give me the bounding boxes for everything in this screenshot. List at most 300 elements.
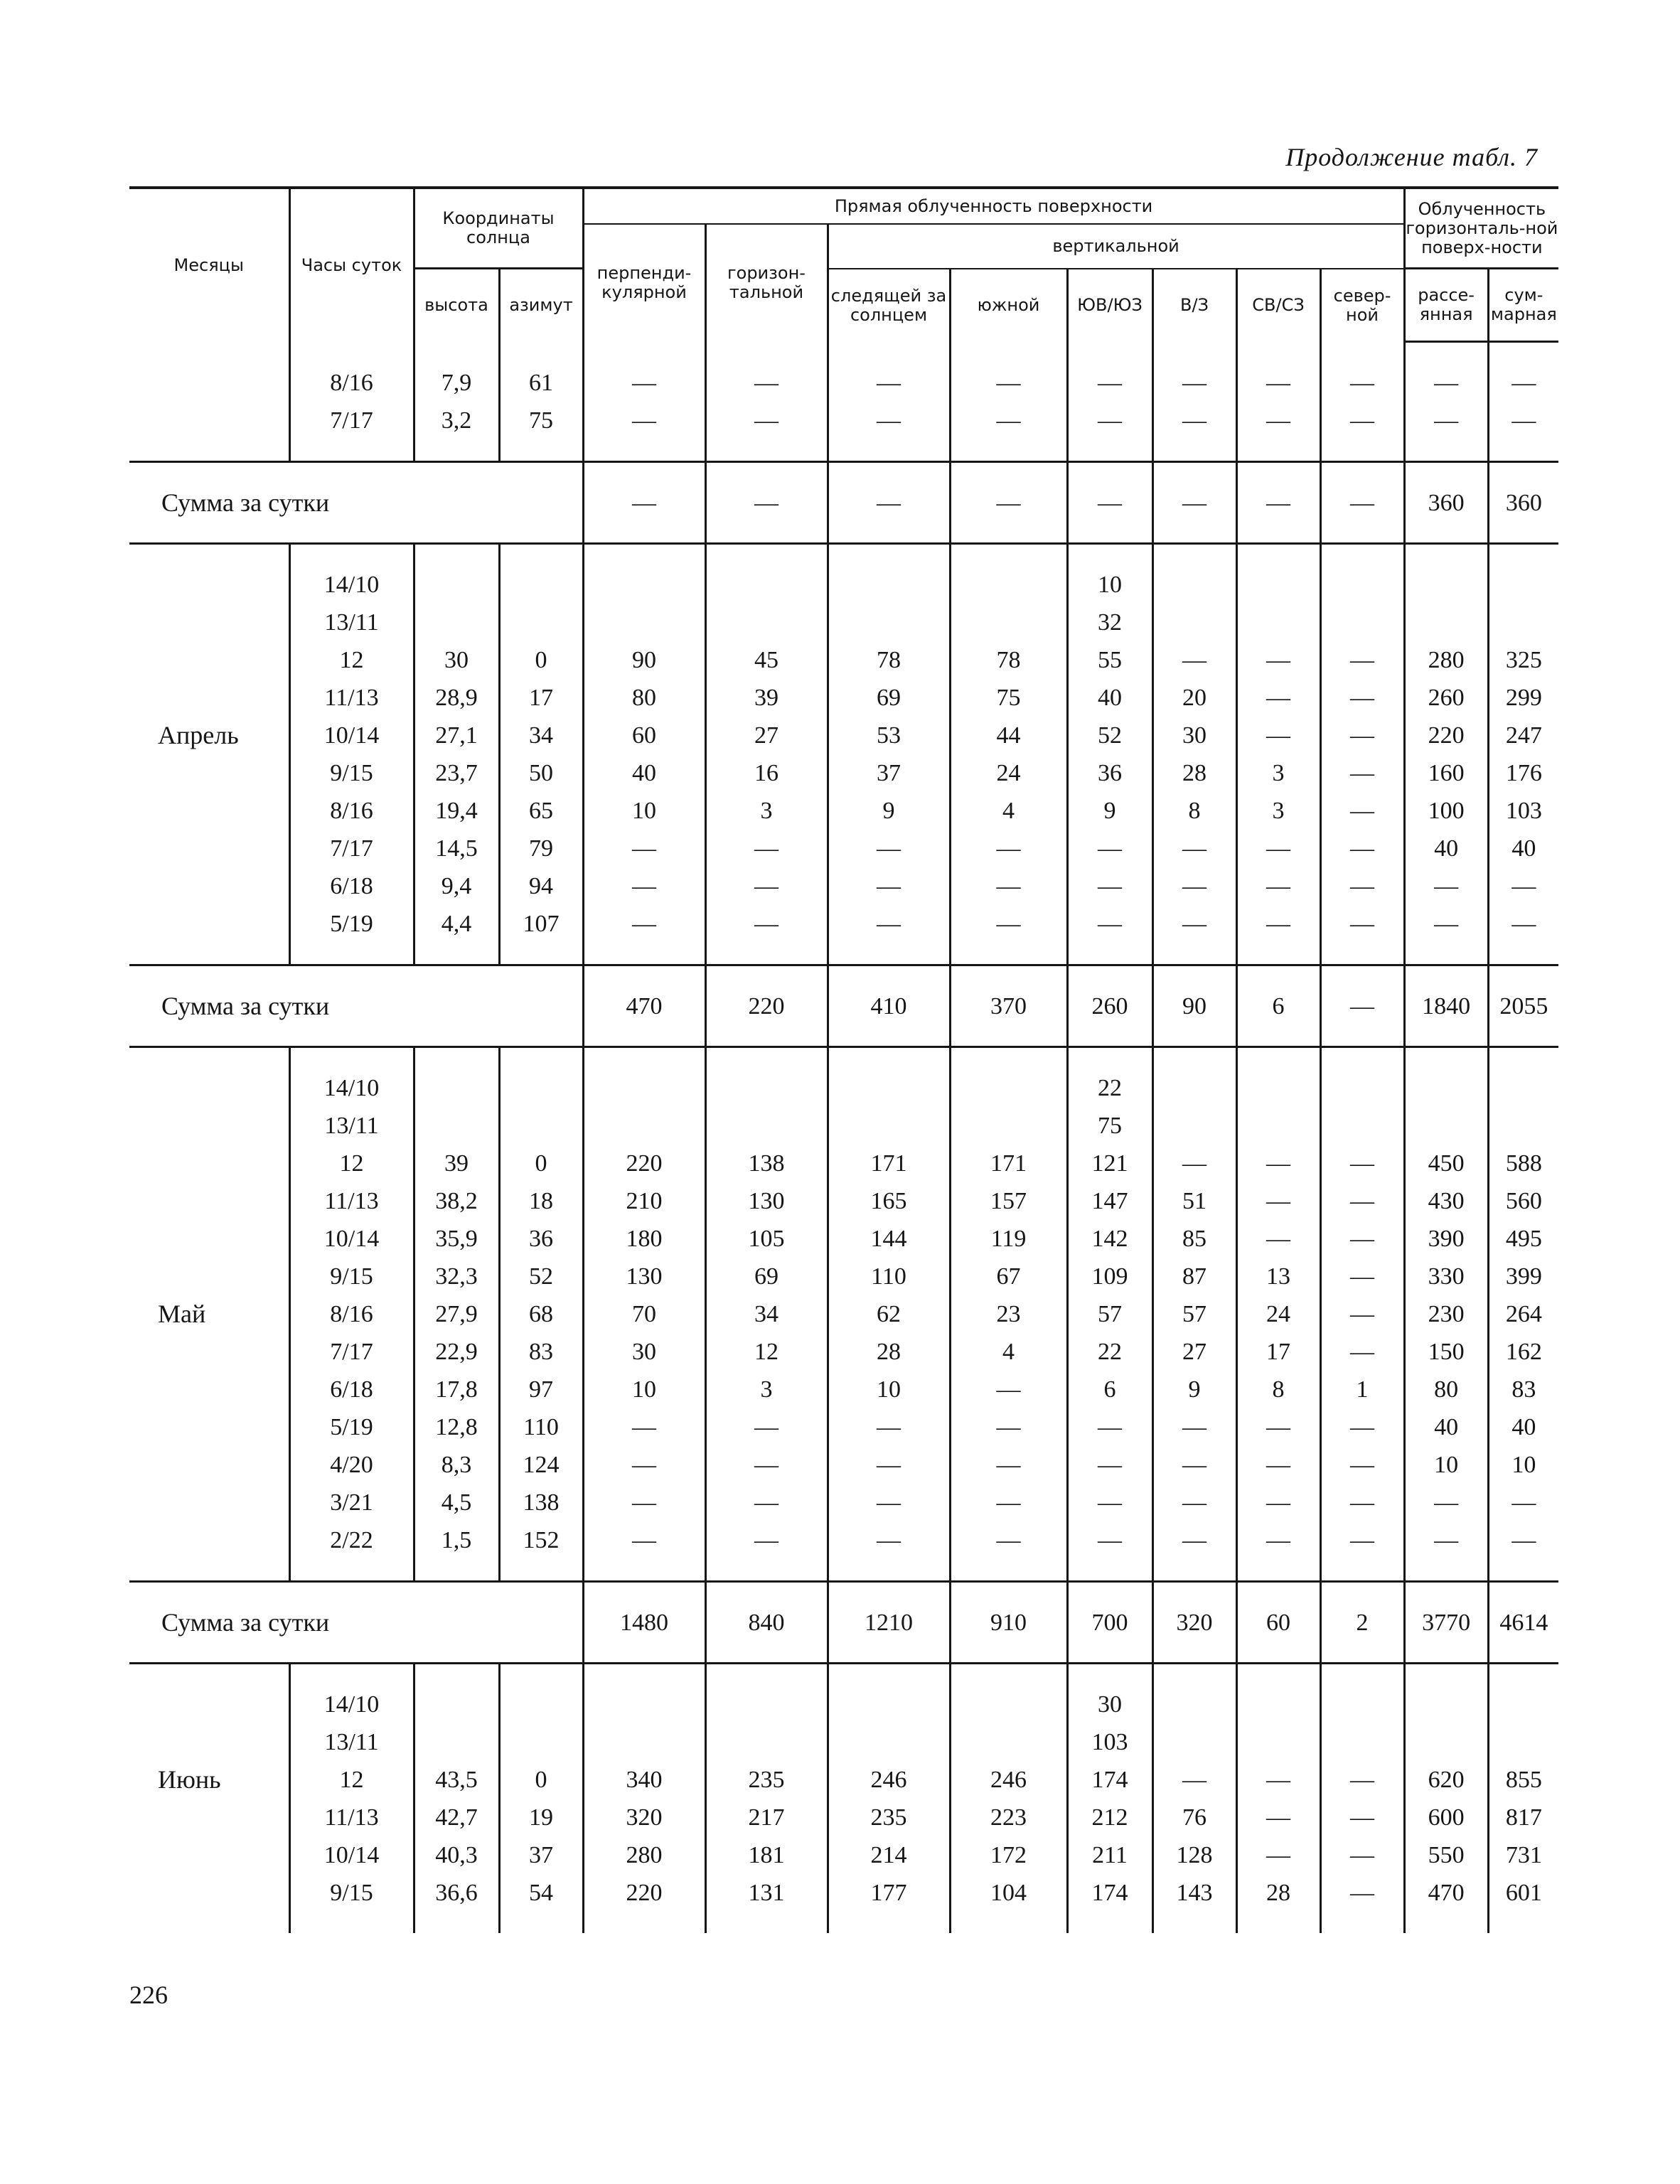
table-cell: 37 [828,754,950,792]
table-cell: 9 [1067,792,1152,830]
table-cell: 79 [499,830,583,867]
table-cell: 143 [1152,1874,1236,1912]
table-row [129,792,1558,830]
table-cell: 28 [1236,1874,1320,1912]
table-cell [1320,1069,1404,1107]
table-cell [1320,1723,1404,1761]
empty-cell [1488,1912,1558,1933]
table-cell [499,566,583,604]
empty-cell [499,1912,583,1933]
table-cell [1236,1107,1320,1145]
table-cell: 76 [1152,1799,1236,1836]
table-cell: — [828,1408,950,1446]
table-cell: 70 [583,1295,705,1333]
daily-sum-value: 90 [1152,965,1236,1047]
empty-cell [289,943,414,965]
empty-cell [583,943,705,965]
empty-cell [1236,439,1320,462]
empty-cell [1320,342,1404,365]
empty-cell [1236,1912,1320,1933]
table-cell: — [1488,1521,1558,1559]
table-cell: — [1404,1484,1488,1521]
empty-cell [950,1559,1067,1582]
empty-cell [499,1664,583,1686]
table-cell: 330 [1404,1258,1488,1295]
table-cell: — [1152,1446,1236,1484]
empty-cell [705,342,828,365]
table-cell: 13 [1236,1258,1320,1295]
table-cell: — [1236,402,1320,439]
table-cell: — [1320,1295,1404,1333]
table-cell: 103 [1488,792,1558,830]
daily-sum-value: 840 [705,1582,828,1664]
daily-sum-value: 6 [1236,965,1320,1047]
table-cell: 24 [950,754,1067,792]
table-cell: — [828,1484,950,1521]
empty-cell [499,439,583,462]
table-cell: — [705,364,828,402]
empty-cell [129,1182,289,1220]
empty-cell [414,1912,499,1933]
empty-cell [705,1664,828,1686]
table-cell: — [828,830,950,867]
table-cell: — [1488,867,1558,905]
table-cell: 9/15 [289,1874,414,1912]
header-tracking: следящей за солнцем [828,269,950,342]
table-cell: 340 [583,1761,705,1799]
empty-cell [950,1047,1067,1070]
table-cell: — [583,867,705,905]
table-cell: 181 [705,1836,828,1874]
daily-sum-value: — [828,462,950,544]
table-cell: 280 [1404,641,1488,679]
table-cell: 17,8 [414,1371,499,1408]
table-cell: — [705,1484,828,1521]
table-cell: 210 [583,1182,705,1220]
table-row [129,830,1558,867]
daily-sum-value: — [1152,462,1236,544]
table-cell: 22,9 [414,1333,499,1371]
empty-cell [583,544,705,567]
daily-sum-value: 320 [1152,1582,1236,1664]
table-cell: — [1067,867,1152,905]
table-cell: — [1320,717,1404,754]
table-cell: — [1236,1836,1320,1874]
header-total: сум-марная [1488,269,1558,342]
daily-sum-value: 910 [950,1582,1067,1664]
table-cell: 8/16 [289,1295,414,1333]
table-cell [414,1686,499,1723]
empty-cell [129,544,289,567]
empty-cell [1488,1047,1558,1070]
table-cell: 10 [1404,1446,1488,1484]
table-cell: 17 [1236,1333,1320,1371]
empty-cell [499,544,583,567]
empty-cell [705,1047,828,1070]
table-cell: 601 [1488,1874,1558,1912]
table-cell: 32 [1067,604,1152,641]
table-cell: 10 [583,1371,705,1408]
table-cell: — [705,1408,828,1446]
table-cell: 87 [1152,1258,1236,1295]
table-cell: — [1320,867,1404,905]
table-cell: 14/10 [289,1686,414,1723]
empty-cell [499,1559,583,1582]
empty-cell [828,943,950,965]
empty-cell [583,1664,705,1686]
table-cell [583,566,705,604]
table-cell: 36,6 [414,1874,499,1912]
table-row [129,1333,1558,1371]
header-diffuse: рассе-янная [1404,269,1488,342]
table-cell: 3 [705,792,828,830]
table-cell: 450 [1404,1145,1488,1182]
table-cell: 7/17 [289,402,414,439]
table-cell: 10/14 [289,1836,414,1874]
table-cell [1152,1723,1236,1761]
table-cell: — [950,905,1067,943]
table-cell: 150 [1404,1333,1488,1371]
table-cell: 27 [705,717,828,754]
table-cell [705,604,828,641]
empty-cell [414,943,499,965]
empty-cell [289,342,414,365]
table-cell: 78 [828,641,950,679]
table-cell [1404,1107,1488,1145]
spacer-row [129,943,1558,965]
table-cell: — [583,402,705,439]
table-cell: — [1236,830,1320,867]
table-cell: — [1067,1408,1152,1446]
table-cell: 5/19 [289,1408,414,1446]
table-cell: 855 [1488,1761,1558,1799]
table-cell: 30 [1152,717,1236,754]
table-cell: — [950,867,1067,905]
month-label-may: Май [158,1300,206,1328]
table-cell: — [950,1408,1067,1446]
table-cell: 69 [828,679,950,717]
empty-cell [1152,439,1236,462]
empty-cell [129,867,289,905]
daily-sum-value: 410 [828,965,950,1047]
table-cell: — [828,402,950,439]
table-cell: 131 [705,1874,828,1912]
empty-cell [828,1664,950,1686]
table-cell: 470 [1404,1874,1488,1912]
table-cell: 40,3 [414,1836,499,1874]
header-height: высота [414,269,499,342]
table-cell: 9 [828,792,950,830]
table-cell: 3 [1236,754,1320,792]
empty-cell [705,1559,828,1582]
table-cell [1236,604,1320,641]
table-cell: — [1404,905,1488,943]
table-cell [828,1686,950,1723]
table-cell: 50 [499,754,583,792]
table-cell [828,604,950,641]
table-cell: 390 [1404,1220,1488,1258]
table-cell: 171 [950,1145,1067,1182]
empty-cell [705,1912,828,1933]
header-perpendicular: перпенди-кулярной [583,224,705,342]
empty-cell [1320,439,1404,462]
empty-cell [129,1446,289,1484]
table-cell: 80 [1404,1371,1488,1408]
table-cell: 177 [828,1874,950,1912]
table-cell: 104 [950,1874,1067,1912]
table-cell: 246 [950,1761,1067,1799]
table-cell: — [1236,1521,1320,1559]
empty-cell [1067,342,1152,365]
table-cell: 7/17 [289,1333,414,1371]
table-row [129,1484,1558,1521]
empty-cell [950,342,1067,365]
empty-cell [129,905,289,943]
header-south: южной [950,269,1067,342]
table-cell: — [1320,1446,1404,1484]
table-cell: 235 [705,1761,828,1799]
table-cell: 37 [499,1836,583,1874]
table-cell: — [1067,402,1152,439]
table-cell: — [1320,1182,1404,1220]
table-cell: 162 [1488,1333,1558,1371]
table-cell: — [950,1521,1067,1559]
table-cell: 52 [499,1258,583,1295]
table-row [129,1069,1558,1107]
empty-cell [289,439,414,462]
empty-cell [1236,1559,1320,1582]
table-cell [828,566,950,604]
table-cell: 53 [828,717,950,754]
table-cell [950,1069,1067,1107]
table-cell: — [1152,364,1236,402]
table-cell: 1,5 [414,1521,499,1559]
table-cell: 138 [705,1145,828,1182]
empty-cell [499,1047,583,1070]
table-row [129,641,1558,679]
daily-sum-value: — [1236,462,1320,544]
table-cell: 10/14 [289,717,414,754]
table-cell: — [1320,754,1404,792]
table-cell: 495 [1488,1220,1558,1258]
table-cell [1152,1107,1236,1145]
empty-cell [289,1912,414,1933]
empty-cell [289,1559,414,1582]
table-cell [1488,1069,1558,1107]
table-cell: — [1152,830,1236,867]
table-cell: — [950,402,1067,439]
table-cell: — [1152,905,1236,943]
table-cell [583,1686,705,1723]
header-vertical: вертикальной [828,224,1404,269]
table-cell: 22 [1067,1333,1152,1371]
table-row [129,402,1558,439]
table-cell: 10 [1488,1446,1558,1484]
daily-sum-value: 220 [705,965,828,1047]
table-cell: 172 [950,1836,1067,1874]
table-cell: 35,9 [414,1220,499,1258]
table-cell: 32,3 [414,1258,499,1295]
table-cell: 235 [828,1799,950,1836]
table-cell: 9/15 [289,754,414,792]
table-cell: 217 [705,1799,828,1836]
header-direct: Прямая облученность поверхности [583,188,1404,224]
daily-sum-row [129,462,1558,544]
table-cell [1152,566,1236,604]
header-horiz-irr: Облученность горизонталь-ной поверх-ности [1404,188,1558,269]
daily-sum-value: — [1320,462,1404,544]
header-horizontal: горизон-тальной [705,224,828,342]
table-cell: 11/13 [289,1182,414,1220]
empty-cell [1404,1912,1488,1933]
table-cell: 13/11 [289,604,414,641]
table-cell: 5/19 [289,905,414,943]
table-cell: 430 [1404,1182,1488,1220]
table-cell: 247 [1488,717,1558,754]
header-se-sw: ЮВ/ЮЗ [1067,269,1152,342]
table-cell: 27 [1152,1333,1236,1371]
table-cell: 0 [499,1145,583,1182]
header-ne-nw: СВ/СЗ [1236,269,1320,342]
header-e-w: В/З [1152,269,1236,342]
table-cell: 27,1 [414,717,499,754]
table-cell: 12,8 [414,1408,499,1446]
table-cell [1488,1686,1558,1723]
spacer-row [129,544,1558,567]
table-cell: — [705,905,828,943]
table-cell [828,1723,950,1761]
empty-cell [583,439,705,462]
table-cell: 40 [583,754,705,792]
table-cell: 75 [499,402,583,439]
table-cell: — [1152,1761,1236,1799]
empty-cell [705,943,828,965]
empty-cell [1152,1664,1236,1686]
table-cell: 138 [499,1484,583,1521]
empty-cell [1067,1912,1152,1933]
empty-cell [289,1664,414,1686]
table-cell: 9 [1152,1371,1236,1408]
table-cell [705,1107,828,1145]
table-cell [583,1069,705,1107]
table-row [129,754,1558,792]
empty-cell [950,439,1067,462]
empty-cell [1152,1912,1236,1933]
table-cell: 14,5 [414,830,499,867]
table-cell: 109 [1067,1258,1152,1295]
table-cell: 40 [1067,679,1152,717]
table-cell: — [1320,1258,1404,1295]
empty-cell [129,1371,289,1408]
table-cell: 20 [1152,679,1236,717]
empty-cell [1236,1664,1320,1686]
table-cell [1488,1723,1558,1761]
daily-sum-value: 470 [583,965,705,1047]
table-cell: — [1152,641,1236,679]
empty-cell [583,1912,705,1933]
empty-cell [129,1874,289,1912]
table-cell: 12 [289,641,414,679]
table-cell: 57 [1067,1295,1152,1333]
header-azimuth: азимут [499,269,583,342]
table-caption: Продолжение табл. 7 [1285,143,1538,171]
table-cell: 1 [1320,1371,1404,1408]
table-cell [1152,604,1236,641]
table-cell: — [1236,364,1320,402]
spacer-row [129,1559,1558,1582]
table-row [129,1371,1558,1408]
table-cell: 399 [1488,1258,1558,1295]
table-cell [950,1107,1067,1145]
table-cell: — [583,1484,705,1521]
table-cell: 43,5 [414,1761,499,1799]
daily-sum-value: 260 [1067,965,1152,1047]
table-cell [1320,604,1404,641]
empty-cell [1404,439,1488,462]
table-cell [499,1686,583,1723]
table-cell: 152 [499,1521,583,1559]
empty-cell [1067,544,1152,567]
daily-sum-label: Сумма за сутки [129,965,583,1047]
table-cell [1320,1686,1404,1723]
table-cell: — [1236,905,1320,943]
table-row [129,1836,1558,1874]
table-cell: 223 [950,1799,1067,1836]
table-cell: 144 [828,1220,950,1258]
month-label-april: Апрель [158,721,239,749]
empty-cell [129,566,289,604]
empty-cell [129,342,289,365]
table-cell [414,1069,499,1107]
table-cell: — [950,1484,1067,1521]
empty-cell [828,544,950,567]
table-cell: 4,4 [414,905,499,943]
table-cell: 83 [1488,1371,1558,1408]
table-cell: 85 [1152,1220,1236,1258]
table-cell: — [950,364,1067,402]
empty-cell [1404,943,1488,965]
empty-cell [1152,342,1236,365]
table-cell: 2/22 [289,1521,414,1559]
table-cell: 0 [499,641,583,679]
table-cell: 40 [1488,1408,1558,1446]
table-cell: 90 [583,641,705,679]
table-cell: — [1236,1484,1320,1521]
table-cell: 600 [1404,1799,1488,1836]
table-cell: — [1236,1145,1320,1182]
table-row [129,604,1558,641]
table-cell: 94 [499,867,583,905]
empty-cell [1320,1047,1404,1070]
table-cell: 16 [705,754,828,792]
empty-cell [1320,1559,1404,1582]
table-cell: — [1404,867,1488,905]
table-cell: 0 [499,1761,583,1799]
table-cell: 174 [1067,1874,1152,1912]
empty-cell [414,1047,499,1070]
empty-cell [828,1559,950,1582]
table-cell: — [583,1521,705,1559]
table-cell: 110 [828,1258,950,1295]
table-cell: — [828,364,950,402]
table-cell [414,566,499,604]
table-row [129,1686,1558,1723]
table-cell: 19 [499,1799,583,1836]
empty-cell [828,1912,950,1933]
empty-cell [129,1559,289,1582]
table-cell [583,604,705,641]
table-cell: — [1320,1874,1404,1912]
